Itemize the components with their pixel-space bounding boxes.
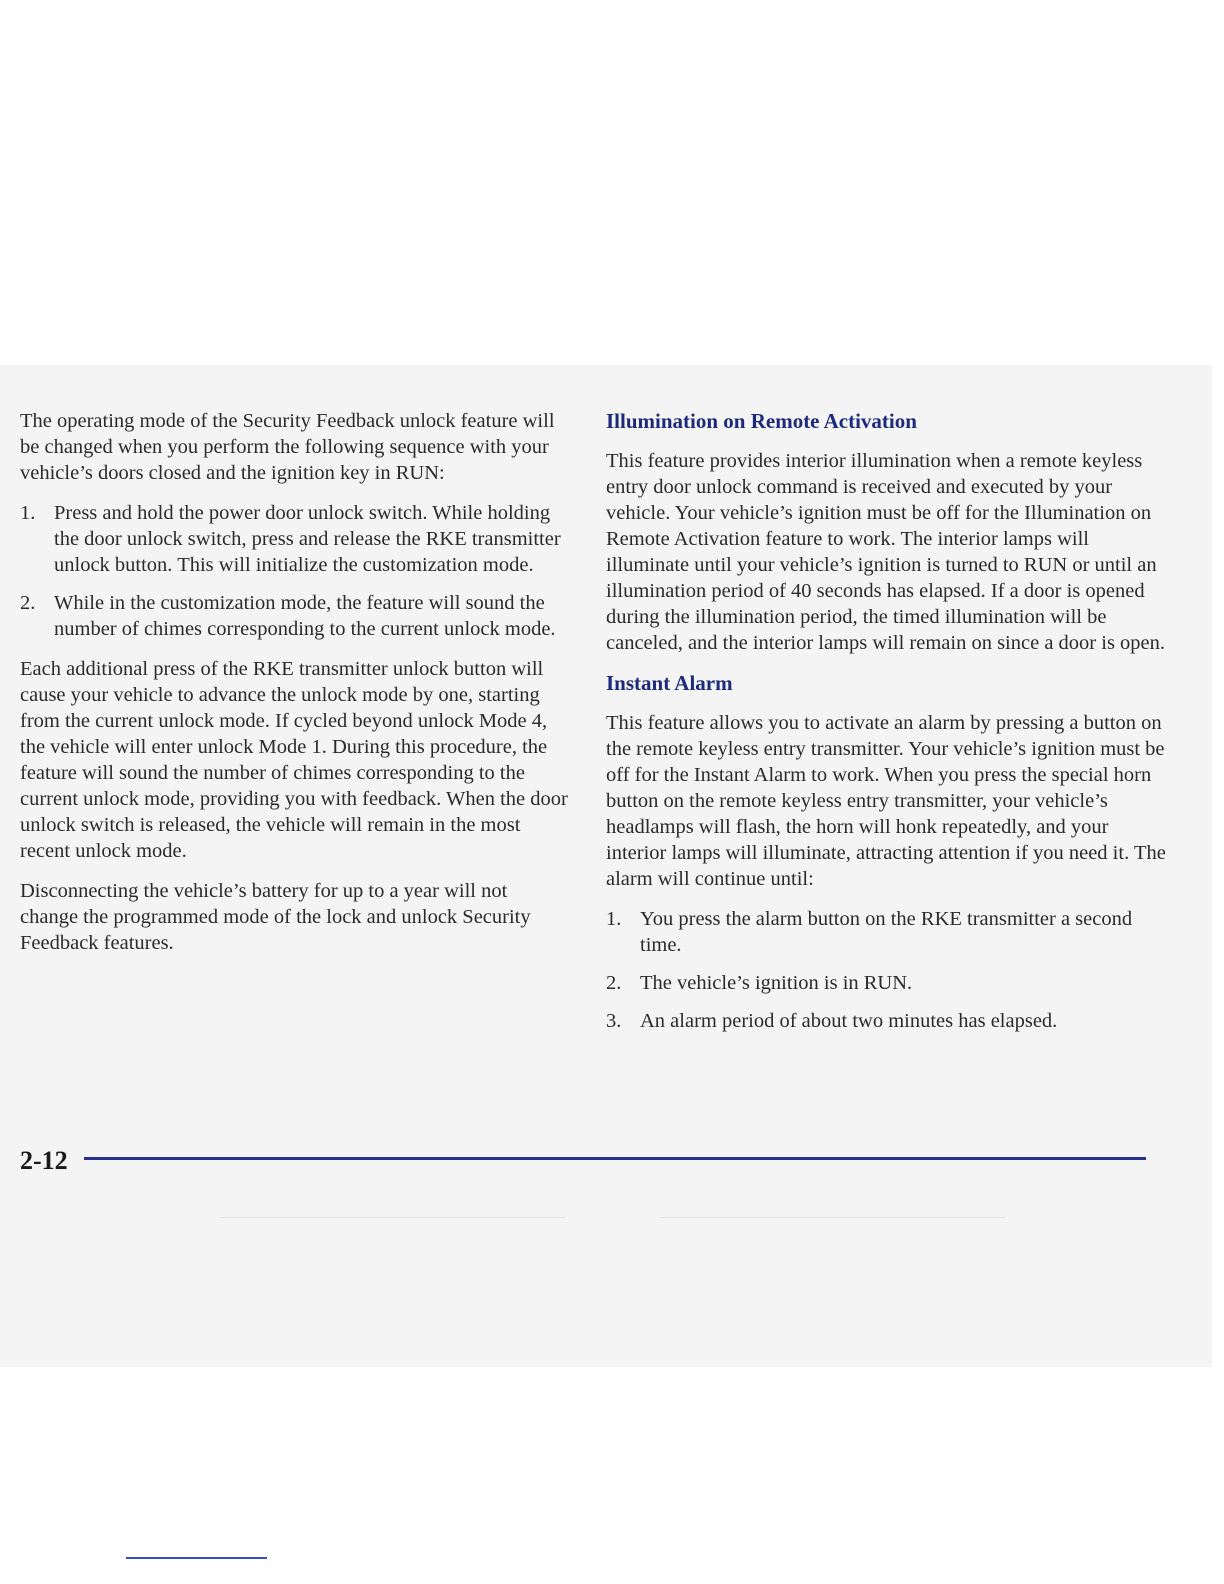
alarm-conditions-list: [606, 906, 1166, 1034]
list-item: [20, 500, 568, 578]
illumination-paragraph: This feature provides interior illumination when a remote keyless entry door unlock command is received and executed by your vehicle. Your vehicle’s ignition must be off for the Illumination on Remote Activation feature to work. The interior lamps will illuminate until your vehicle’s ignition is turned to RUN or until an illumination period of 40 seconds has elapsed. If a door is opened during the illumination period, the timed illumination will be canceled, and the interior lamps will remain on since a door is open.: [606, 450, 1166, 654]
page-footer: [20, 1146, 1146, 1176]
list-item: [606, 1008, 1166, 1034]
step-text: You press the alarm button on the RKE transmitter a second time.: [640, 908, 1133, 956]
list-item: [606, 970, 1166, 996]
step-number: 1.: [606, 908, 622, 930]
section-heading-instant-alarm: Instant Alarm: [606, 671, 733, 695]
list-item: [20, 590, 568, 642]
page-number: 2-12: [20, 1146, 68, 1175]
unlock-mode-paragraph: Each additional press of the RKE transmitter unlock button will cause your vehicle to advance the unlock mode by one, starting from the current unlock mode. If cycled beyond unlock Mode 4, the vehicle will enter unlock Mode 1. During this procedure, the feature will sound the number of chimes corresponding to the current unlock mode, providing you with feedback. When the door unlock switch is released, the vehicle will remain in the most recent unlock mode.: [20, 658, 568, 862]
step-text: Press and hold the power door unlock switch. While holding the door unlock switch, press and release the RKE transmitter unlock button. This will initialize the customization mode.: [54, 502, 561, 576]
left-column: [20, 408, 568, 970]
step-text: While in the customization mode, the feature will sound the number of chimes corresponding to the current unlock mode.: [54, 592, 556, 640]
bottom-edge-mark: [126, 1557, 267, 1559]
instant-alarm-paragraph: This feature allows you to activate an alarm by pressing a button on the remote keyless entry transmitter. Your vehicle’s ignition must be off for the Instant Alarm to work. When you press the special horn button on the remote keyless entry transmitter, your vehicle’s headlamps will flash, the horn will honk repeatedly, and your interior lamps will illuminate, attracting attention if you need it. The alarm will continue until:: [606, 712, 1166, 890]
step-text: The vehicle’s ignition is in RUN.: [640, 972, 913, 994]
list-item: [606, 906, 1166, 958]
customization-steps-list: [20, 500, 568, 642]
step-text: An alarm period of about two minutes has elapsed.: [640, 1010, 1058, 1032]
faint-divider: [220, 1217, 565, 1218]
step-number: 2.: [20, 592, 36, 614]
right-column: [606, 408, 1166, 1048]
intro-paragraph: The operating mode of the Security Feedback unlock feature will be changed when you perform the following sequence with your vehicle’s doors closed and the ignition key in RUN:: [20, 410, 555, 484]
step-number: 3.: [606, 1010, 622, 1032]
faint-divider: [660, 1217, 1005, 1218]
footer-rule: [84, 1157, 1146, 1160]
section-heading-illumination: Illumination on Remote Activation: [606, 409, 917, 433]
step-number: 2.: [606, 972, 622, 994]
step-number: 1.: [20, 502, 36, 524]
battery-paragraph: Disconnecting the vehicle’s battery for up to a year will not change the programmed mode of the lock and unlock Security Feedback features.: [20, 880, 531, 954]
